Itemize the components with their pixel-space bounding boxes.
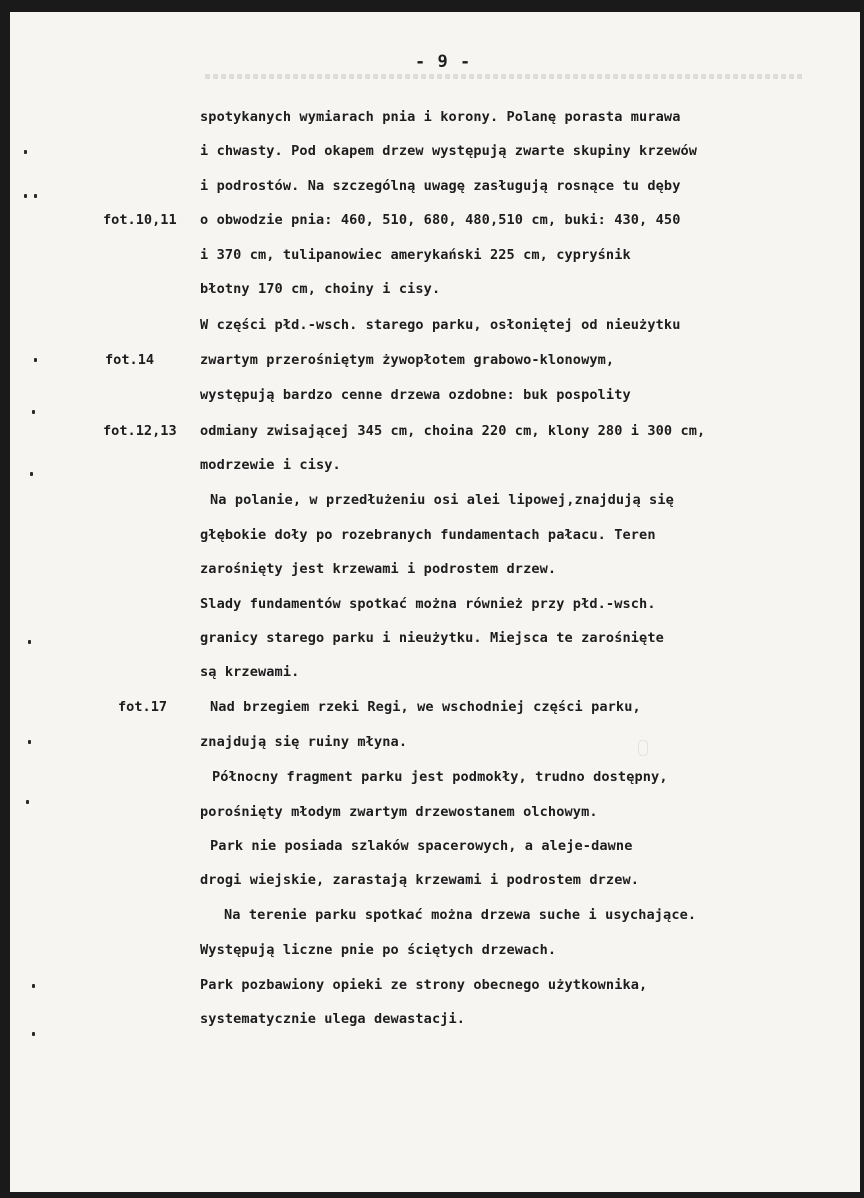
margin-speck [30, 472, 33, 476]
text-line: drogi wiejskie, zarastają krzewami i podrostem drzew. [200, 872, 640, 888]
text-line: głębokie doły po rozebranych fundamentach pałacu. Teren [200, 527, 656, 543]
text-line: zwartym przerośniętym żywopłotem grabowo-klonowym, [200, 352, 615, 368]
text-line: są krzewami. [200, 664, 300, 680]
photo-ref-12-13: fot.12,13 [103, 423, 177, 439]
text-line: granicy starego parku i nieużytku. Miejsca te zarośnięte [200, 630, 664, 646]
text-line: Nad brzegiem rzeki Regi, we wschodniej części parku, [210, 699, 641, 715]
text-line: Na polanie, w przedłużeniu osi alei lipowej,znajdują się [210, 492, 674, 508]
margin-speck [32, 1032, 35, 1036]
text-line: Park nie posiada szlaków spacerowych, a aleje-dawne [210, 838, 633, 854]
text-line: W części płd.-wsch. starego parku, osłoniętej od nieużytku [200, 317, 681, 333]
text-line: odmiany zwisającej 345 cm, choina 220 cm, klony 280 i 300 cm, [200, 423, 706, 439]
margin-speck [26, 800, 29, 804]
page-number: - 9 - [415, 52, 472, 72]
text-line: Park pozbawiony opieki ze strony obecnego użytkownika, [200, 977, 648, 993]
text-line: występują bardzo cenne drzewa ozdobne: buk pospolity [200, 387, 631, 403]
text-line: Występują liczne pnie po ściętych drzewach. [200, 942, 557, 958]
text-line: znajdują się ruiny młyna. [200, 734, 408, 750]
margin-speck [32, 984, 35, 988]
text-line: porośnięty młodym zwartym drzewostanem olchowym. [200, 804, 598, 820]
text-line: zarośnięty jest krzewami i podrostem drzew. [200, 561, 557, 577]
text-line: spotykanych wymiarach pnia i korony. Polanę porasta murawa [200, 109, 681, 125]
margin-speck [34, 358, 37, 362]
text-line: i chwasty. Pod okapem drzew występują zwarte skupiny krzewów [200, 143, 698, 159]
text-line: systematycznie ulega dewastacji. [200, 1011, 466, 1027]
text-line: modrzewie i cisy. [200, 457, 341, 473]
text-line: błotny 170 cm, choiny i cisy. [200, 281, 441, 297]
faint-bleedthrough-line [205, 74, 805, 79]
text-line: o obwodzie pnia: 460, 510, 680, 480,510 cm, buki: 430, 450 [200, 212, 681, 228]
margin-speck [28, 740, 31, 744]
margin-speck [28, 640, 31, 644]
photo-ref-14: fot.14 [105, 352, 155, 368]
margin-speck [34, 194, 37, 198]
text-line: i podrostów. Na szczególną uwagę zasługują rosnące tu dęby [200, 178, 681, 194]
photo-ref-17: fot.17 [118, 699, 168, 715]
photo-ref-10-11: fot.10,11 [103, 212, 177, 228]
paper-smudge [638, 740, 648, 756]
text-line: Północny fragment parku jest podmokły, trudno dostępny, [212, 769, 668, 785]
text-line: Na terenie parku spotkać można drzewa suche i usychające. [224, 907, 697, 923]
document-page [10, 12, 860, 1192]
margin-speck [32, 410, 35, 414]
text-line: Slady fundamentów spotkać można również przy płd.-wsch. [200, 596, 656, 612]
margin-speck [24, 194, 27, 198]
margin-speck [24, 150, 27, 154]
text-line: i 370 cm, tulipanowiec amerykański 225 cm, cypryśnik [200, 247, 631, 263]
